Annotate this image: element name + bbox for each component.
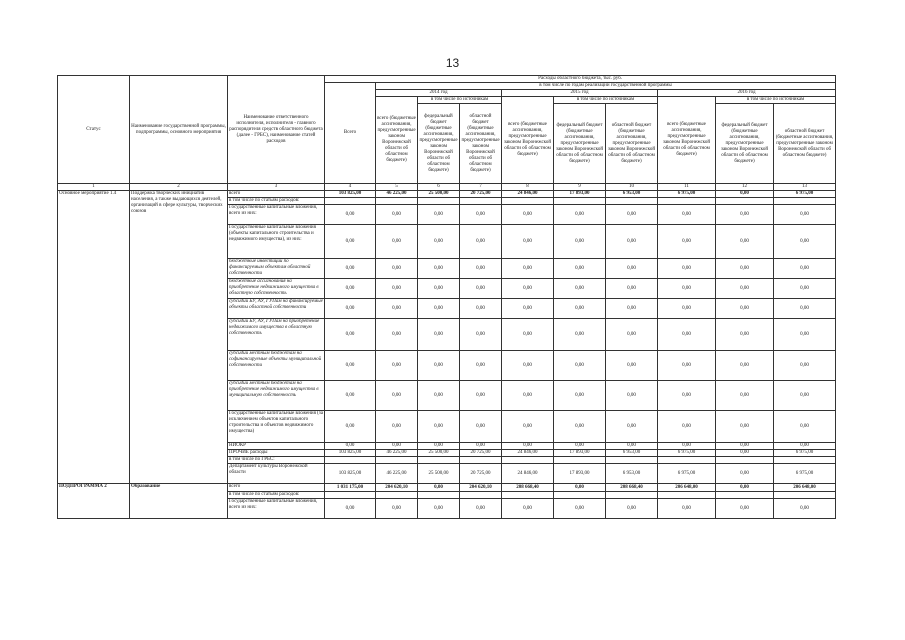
column-number: 12 bbox=[716, 184, 774, 191]
value-cell: 0,00 bbox=[716, 259, 774, 279]
value-cell: 0,00 bbox=[658, 299, 716, 319]
value-cell: 0,00 bbox=[658, 499, 716, 519]
value-cell: 0,00 bbox=[658, 279, 716, 299]
value-cell: 0,00 bbox=[606, 225, 658, 259]
value-cell: 103 825,00 bbox=[325, 450, 376, 457]
value-cell: 0,00 bbox=[606, 299, 658, 319]
header-2016-regional: областной бюджет (бюджетные ассигнования, предусмотренные законом Воронежской области об областном бюджете) bbox=[774, 104, 836, 184]
value-cell: 0,00 bbox=[418, 411, 460, 443]
value-cell: 0,00 bbox=[716, 484, 774, 492]
value-cell: 0,00 bbox=[716, 225, 774, 259]
row-status: ПОДПРОГРАММА 2 bbox=[58, 484, 130, 519]
value-cell bbox=[502, 457, 554, 464]
value-cell: 6 975,00 bbox=[774, 191, 836, 198]
value-cell: 24 846,00 bbox=[502, 191, 554, 198]
header-program-name: Наименование государственной программы, подпрограммы, основного мероприятия bbox=[130, 76, 228, 184]
value-cell: 0,00 bbox=[658, 381, 716, 411]
value-cell: 0,00 bbox=[606, 443, 658, 450]
value-cell: 0,00 bbox=[325, 205, 376, 225]
header-by-year: в том числе по годам реализации государственной программы bbox=[376, 83, 836, 90]
row-label: бюджетные инвестиции по финансируемым объектам областной собственности bbox=[228, 259, 325, 279]
value-cell: 204 620,10 bbox=[460, 484, 502, 492]
value-cell: 0,00 bbox=[502, 299, 554, 319]
value-cell: 0,00 bbox=[418, 205, 460, 225]
value-cell: 0,00 bbox=[554, 499, 606, 519]
value-cell: 0,00 bbox=[418, 259, 460, 279]
value-cell: 0,00 bbox=[376, 259, 418, 279]
value-cell: 0,00 bbox=[716, 443, 774, 450]
value-cell: 0,00 bbox=[325, 225, 376, 259]
header-2014-regional: областной бюджет (бюджетные ассигнования, предусмотренные законом Воронежской области об областном бюджете) bbox=[460, 104, 502, 184]
value-cell: 0,00 bbox=[554, 351, 606, 381]
column-number: 1 bbox=[58, 184, 130, 191]
value-cell: 6 953,00 bbox=[606, 464, 658, 484]
value-cell: 0,00 bbox=[606, 259, 658, 279]
value-cell: 206 648,00 bbox=[774, 484, 836, 492]
value-cell: 0,00 bbox=[716, 351, 774, 381]
value-cell: 0,00 bbox=[774, 259, 836, 279]
column-number: 5 bbox=[376, 184, 418, 191]
value-cell bbox=[606, 457, 658, 464]
column-number: 10 bbox=[606, 184, 658, 191]
row-label: Департамент культуры Воронежской области bbox=[228, 464, 325, 484]
value-cell: 103 825,00 bbox=[325, 464, 376, 484]
value-cell: 0,00 bbox=[606, 279, 658, 299]
value-cell: 0,00 bbox=[502, 205, 554, 225]
value-cell: 0,00 bbox=[325, 499, 376, 519]
value-cell: 0,00 bbox=[554, 484, 606, 492]
value-cell: 25 500,00 bbox=[418, 191, 460, 198]
row-label: в том числе по статьям расходов: bbox=[228, 198, 325, 205]
value-cell: 0,00 bbox=[554, 259, 606, 279]
value-cell: 20 725,00 bbox=[460, 450, 502, 457]
row-label: Государственные капитальные вложения, всего из них: bbox=[228, 205, 325, 225]
value-cell bbox=[376, 457, 418, 464]
value-cell: 0,00 bbox=[658, 443, 716, 450]
row-label: Государственные капитальные вложения, всего из них: bbox=[228, 499, 325, 519]
value-cell: 0,00 bbox=[554, 205, 606, 225]
value-cell bbox=[502, 492, 554, 499]
value-cell: 0,00 bbox=[418, 484, 460, 492]
value-cell: 0,00 bbox=[554, 443, 606, 450]
value-cell bbox=[658, 457, 716, 464]
value-cell: 0,00 bbox=[460, 205, 502, 225]
value-cell bbox=[658, 492, 716, 499]
value-cell: 0,00 bbox=[418, 299, 460, 319]
row-label: субсидии местным бюджетам на софинансируемые объекты муниципальной собственности bbox=[228, 351, 325, 381]
row-status: Основное мероприятие 1.4 bbox=[58, 191, 130, 484]
value-cell: 0,00 bbox=[460, 299, 502, 319]
value-cell: 0,00 bbox=[716, 499, 774, 519]
value-cell: 0,00 bbox=[774, 499, 836, 519]
value-cell: 0,00 bbox=[418, 351, 460, 381]
value-cell bbox=[658, 198, 716, 205]
value-cell: 0,00 bbox=[774, 443, 836, 450]
value-cell: 0,00 bbox=[554, 279, 606, 299]
value-cell: 0,00 bbox=[716, 205, 774, 225]
value-cell: 0,00 bbox=[460, 279, 502, 299]
value-cell: 0,00 bbox=[606, 351, 658, 381]
value-cell: 0,00 bbox=[554, 319, 606, 351]
value-cell: 204 620,10 bbox=[376, 484, 418, 492]
header-status: Статус bbox=[58, 76, 130, 184]
value-cell: 0,00 bbox=[502, 411, 554, 443]
value-cell bbox=[606, 198, 658, 205]
column-number: 13 bbox=[774, 184, 836, 191]
column-number: 3 bbox=[228, 184, 325, 191]
value-cell: 0,00 bbox=[606, 381, 658, 411]
value-cell: 0,00 bbox=[774, 299, 836, 319]
value-cell: 206 648,00 bbox=[658, 484, 716, 492]
value-cell: 0,00 bbox=[774, 381, 836, 411]
value-cell: 0,00 bbox=[325, 381, 376, 411]
table-row bbox=[58, 191, 836, 198]
value-cell bbox=[325, 198, 376, 205]
row-label: всего bbox=[228, 484, 325, 492]
value-cell: 0,00 bbox=[376, 411, 418, 443]
header-expenses: Расходы областного бюджета, тыс. руб. bbox=[325, 76, 836, 83]
value-cell: 24 846,00 bbox=[502, 450, 554, 457]
column-number: 2 bbox=[130, 184, 228, 191]
value-cell: 20 725,00 bbox=[460, 464, 502, 484]
header-2015-by-source: в том числе по источникам bbox=[554, 97, 658, 104]
value-cell: 0,00 bbox=[554, 225, 606, 259]
value-cell: 0,00 bbox=[716, 191, 774, 198]
value-cell: 0,00 bbox=[376, 205, 418, 225]
header-2015-federal: федеральный бюджет (бюджетные ассигнования, предусмотренные законом Воронежской области об областном бюджете) bbox=[554, 104, 606, 184]
value-cell: 0,00 bbox=[376, 443, 418, 450]
value-cell bbox=[376, 492, 418, 499]
value-cell: 0,00 bbox=[658, 205, 716, 225]
value-cell: 0,00 bbox=[774, 319, 836, 351]
value-cell: 0,00 bbox=[658, 225, 716, 259]
value-cell: 0,00 bbox=[460, 381, 502, 411]
value-cell: 0,00 bbox=[774, 411, 836, 443]
row-label: ПРОЧИЕ расходы bbox=[228, 450, 325, 457]
value-cell: 0,00 bbox=[502, 279, 554, 299]
value-cell: 0,00 bbox=[554, 299, 606, 319]
value-cell: 46 225,00 bbox=[376, 450, 418, 457]
value-cell: 0,00 bbox=[460, 499, 502, 519]
value-cell: 0,00 bbox=[716, 411, 774, 443]
value-cell: 6 975,00 bbox=[658, 191, 716, 198]
value-cell: 0,00 bbox=[460, 225, 502, 259]
value-cell: 0,00 bbox=[376, 381, 418, 411]
value-cell: 0,00 bbox=[460, 319, 502, 351]
row-label: бюджетные ассигнования на приобретение недвижимого имущества в областную собственность bbox=[228, 279, 325, 299]
value-cell: 0,00 bbox=[376, 499, 418, 519]
value-cell bbox=[716, 457, 774, 464]
row-label: Государственные капитальные вложения (за исключением объектов капитального строительства и объектов недвижимого имущества) bbox=[228, 411, 325, 443]
value-cell: 0,00 bbox=[376, 279, 418, 299]
value-cell bbox=[716, 198, 774, 205]
value-cell bbox=[774, 492, 836, 499]
header-2016-by-source: в том числе по источникам bbox=[716, 97, 836, 104]
value-cell: 0,00 bbox=[502, 443, 554, 450]
value-cell: 6 975,00 bbox=[774, 450, 836, 457]
row-label: субсидии БУ, АУ, ГУПам на финансируемые объекты областной собственности bbox=[228, 299, 325, 319]
value-cell: 0,00 bbox=[460, 443, 502, 450]
value-cell: 0,00 bbox=[418, 381, 460, 411]
value-cell bbox=[460, 492, 502, 499]
value-cell: 0,00 bbox=[716, 450, 774, 457]
value-cell: 0,00 bbox=[418, 279, 460, 299]
value-cell: 0,00 bbox=[606, 319, 658, 351]
value-cell: 0,00 bbox=[376, 351, 418, 381]
header-year-2014: 2014 год bbox=[376, 90, 502, 97]
value-cell: 0,00 bbox=[325, 319, 376, 351]
value-cell: 0,00 bbox=[325, 351, 376, 381]
header-year-2015: 2015 год bbox=[502, 90, 658, 97]
value-cell: 1 031 175,00 bbox=[325, 484, 376, 492]
row-label: в том числе по ГРБС: bbox=[228, 457, 325, 464]
row-label: НИОКР bbox=[228, 443, 325, 450]
value-cell: 46 225,00 bbox=[376, 191, 418, 198]
value-cell: 17 893,00 bbox=[554, 450, 606, 457]
value-cell: 0,00 bbox=[418, 499, 460, 519]
value-cell bbox=[418, 457, 460, 464]
value-cell: 0,00 bbox=[376, 225, 418, 259]
value-cell bbox=[325, 457, 376, 464]
header-year-2016: 2016 год bbox=[658, 90, 836, 97]
value-cell: 0,00 bbox=[716, 299, 774, 319]
expenditure-table bbox=[57, 75, 835, 519]
value-cell: 0,00 bbox=[774, 279, 836, 299]
value-cell: 0,00 bbox=[418, 225, 460, 259]
value-cell: 0,00 bbox=[502, 351, 554, 381]
value-cell: 0,00 bbox=[502, 319, 554, 351]
header-2016-federal: федеральный бюджет (бюджетные ассигнования, предусмотренные законом Воронежской области об областном бюджете) bbox=[716, 104, 774, 184]
value-cell: 0,00 bbox=[325, 279, 376, 299]
value-cell: 0,00 bbox=[502, 499, 554, 519]
row-label: всего bbox=[228, 191, 325, 198]
value-cell: 25 500,00 bbox=[418, 450, 460, 457]
column-number: 7 bbox=[460, 184, 502, 191]
value-cell: 0,00 bbox=[658, 351, 716, 381]
value-cell: 6 953,00 bbox=[606, 450, 658, 457]
header-2014-total: всего (бюджетные ассигнования, предусмотренные законом Воронежской области об областном бюджете) bbox=[376, 97, 418, 184]
value-cell: 6 975,00 bbox=[658, 450, 716, 457]
value-cell: 6 975,00 bbox=[774, 464, 836, 484]
value-cell: 0,00 bbox=[502, 259, 554, 279]
value-cell: 0,00 bbox=[325, 299, 376, 319]
value-cell bbox=[418, 492, 460, 499]
header-2014-by-source: в том числе по источникам bbox=[418, 97, 502, 104]
value-cell: 17 893,00 bbox=[554, 191, 606, 198]
value-cell: 0,00 bbox=[325, 259, 376, 279]
column-number: 4 bbox=[325, 184, 376, 191]
column-number: 11 bbox=[658, 184, 716, 191]
value-cell bbox=[418, 198, 460, 205]
row-label: субсидии БУ, АУ, ГУПам на приобретение недвижимого имущества в областную собственность bbox=[228, 319, 325, 351]
value-cell: 25 500,00 bbox=[418, 464, 460, 484]
row-label: Государственные капитальные вложения (объекты капитального строительства и недвижимого имущества), из них: bbox=[228, 225, 325, 259]
row-label: субсидии местным бюджетам на приобретение недвижимого имущества в муниципальную собственность bbox=[228, 381, 325, 411]
header-2015-regional: областной бюджет (бюджетные ассигнования, предусмотренные законом Воронежской области об областном бюджете) bbox=[606, 104, 658, 184]
value-cell: 0,00 bbox=[460, 351, 502, 381]
value-cell bbox=[554, 492, 606, 499]
value-cell: 0,00 bbox=[658, 411, 716, 443]
value-cell: 0,00 bbox=[376, 319, 418, 351]
value-cell: 0,00 bbox=[325, 443, 376, 450]
value-cell: 0,00 bbox=[716, 319, 774, 351]
value-cell: 0,00 bbox=[658, 259, 716, 279]
value-cell: 0,00 bbox=[325, 411, 376, 443]
row-program-name: Образование bbox=[130, 484, 228, 519]
header-2014-federal: федеральный бюджет (бюджетные ассигнования, предусмотренные законом Воронежской области об областном бюджете) bbox=[418, 104, 460, 184]
value-cell: 0,00 bbox=[606, 411, 658, 443]
value-cell bbox=[774, 457, 836, 464]
value-cell: 0,00 bbox=[774, 225, 836, 259]
row-program-name: Поддержка творческих инициатив населения, а также выдающихся деятелей, организаций в сфере культуры, творческих союзов bbox=[130, 191, 228, 484]
value-cell bbox=[774, 198, 836, 205]
header-executor: Наименование ответственного исполнителя, исполнителя - главного распорядителя средств областного бюджета (далее - ГРБС), наименование статей расходов bbox=[228, 76, 325, 184]
value-cell: 24 846,00 bbox=[502, 464, 554, 484]
value-cell: 0,00 bbox=[460, 411, 502, 443]
column-number: 9 bbox=[554, 184, 606, 191]
value-cell bbox=[325, 492, 376, 499]
value-cell: 0,00 bbox=[716, 464, 774, 484]
page-number: 13 bbox=[445, 56, 460, 70]
value-cell: 46 225,00 bbox=[376, 464, 418, 484]
value-cell bbox=[376, 198, 418, 205]
value-cell: 0,00 bbox=[554, 411, 606, 443]
row-label: в том числе по статьям расходов: bbox=[228, 492, 325, 499]
value-cell: 0,00 bbox=[376, 299, 418, 319]
value-cell bbox=[502, 198, 554, 205]
value-cell: 0,00 bbox=[774, 351, 836, 381]
table-row bbox=[58, 484, 836, 492]
value-cell: 208 668,40 bbox=[606, 484, 658, 492]
value-cell: 0,00 bbox=[606, 499, 658, 519]
value-cell: 0,00 bbox=[418, 319, 460, 351]
value-cell bbox=[460, 198, 502, 205]
value-cell: 6 975,00 bbox=[658, 464, 716, 484]
value-cell: 0,00 bbox=[502, 381, 554, 411]
column-number: 8 bbox=[502, 184, 554, 191]
value-cell bbox=[716, 492, 774, 499]
value-cell: 208 668,40 bbox=[502, 484, 554, 492]
column-number: 6 bbox=[418, 184, 460, 191]
value-cell: 0,00 bbox=[716, 381, 774, 411]
value-cell bbox=[554, 198, 606, 205]
value-cell: 17 893,00 bbox=[554, 464, 606, 484]
header-total: Всего bbox=[325, 83, 376, 184]
value-cell: 0,00 bbox=[658, 319, 716, 351]
value-cell bbox=[460, 457, 502, 464]
value-cell bbox=[554, 457, 606, 464]
value-cell: 0,00 bbox=[418, 443, 460, 450]
value-cell: 0,00 bbox=[606, 205, 658, 225]
value-cell bbox=[606, 492, 658, 499]
column-numbers-row bbox=[58, 184, 836, 191]
value-cell: 20 725,00 bbox=[460, 191, 502, 198]
value-cell: 0,00 bbox=[460, 259, 502, 279]
value-cell: 0,00 bbox=[554, 381, 606, 411]
value-cell: 103 825,00 bbox=[325, 191, 376, 198]
header-2015-total: всего (бюджетные ассигнования, предусмотренные законом Воронежской области об областном бюджете) bbox=[502, 97, 554, 184]
value-cell: 0,00 bbox=[716, 279, 774, 299]
value-cell: 0,00 bbox=[502, 225, 554, 259]
value-cell: 0,00 bbox=[774, 205, 836, 225]
header-2016-total: всего (бюджетные ассигнования, предусмотренные законом Воронежской области об областном бюджете) bbox=[658, 97, 716, 184]
value-cell: 6 953,00 bbox=[606, 191, 658, 198]
